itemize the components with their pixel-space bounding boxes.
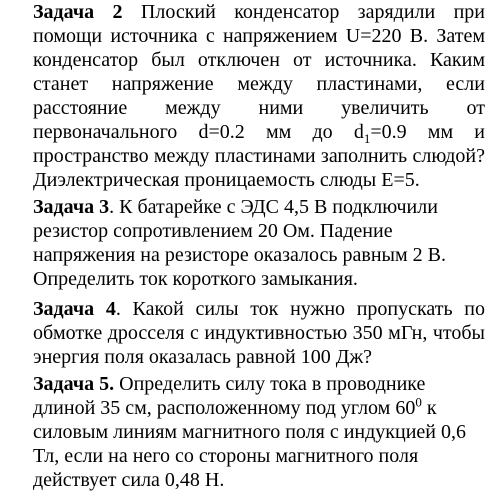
task-5-text-part-1: Определить силу тока в проводнике длиной 35 см, расположенному под углом 60 <box>33 373 426 419</box>
task-5-label: Задача 5. <box>33 373 115 395</box>
document-page <box>33 0 485 492</box>
task-2-text-part-1: Плоский конденсатор зарядили при помощи источника с напряжением U=220 В. Затем конденсатор был отключен от источника. Каким станет напряжение между пластинами, если расстояние между ними увеличить от первоначального d=0.2 мм до d <box>33 1 486 143</box>
task-5-text-part-2: к силовым линиям магнитного поля с индукцией 0,6 Тл, если на него со стороны магнитного поля действует сила 0,48 Н. <box>33 397 466 491</box>
task-3 <box>33 195 485 291</box>
task-4 <box>33 297 485 369</box>
task-5-superscript: 0 <box>415 394 422 410</box>
task-2-text-part-2: =0.9 мм и пространство между пластинами заполнить слюдой? Диэлектрическая проницаемость слюды E=5. <box>33 121 486 191</box>
task-3-label: Задача 3 <box>33 196 110 218</box>
task-2-subscript: 1 <box>363 131 371 146</box>
task-4-text: . Какой силы ток нужно пропускать по обмотке дросселя с индуктивностью 350 мГн, чтобы энергия поля оказалась равной 100 Дж? <box>33 298 485 368</box>
task-4-label: Задача 4 <box>33 298 116 320</box>
task-3-text: . К батарейке с ЭДС 4,5 В подключили резистор сопротивлением 20 Ом. Падение напряжения на резисторе оказалось равным 2 В. Определить ток короткого замыкания. <box>33 196 446 290</box>
task-5 <box>33 372 485 492</box>
task-2 <box>33 0 485 192</box>
task-2-label: Задача 2 <box>33 1 123 23</box>
